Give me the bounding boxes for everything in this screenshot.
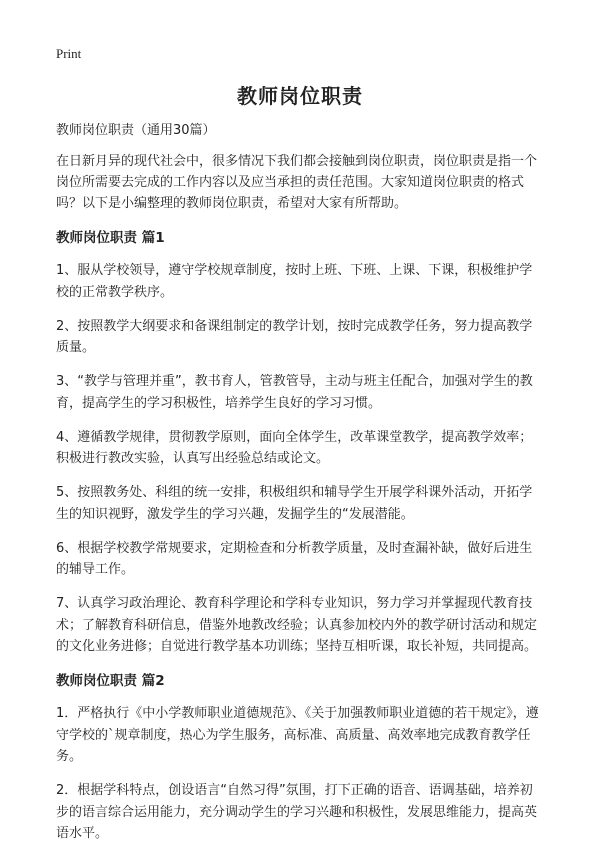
section-1-item-6: 6、根据学校教学常规要求，定期检查和分析教学质量，及时查漏补缺，做好后进生的辅导工作。	[56, 540, 533, 577]
section-1-item-5: 5、按照教务处、科组的统一安排，积极组织和辅导学生开展学科课外活动，开拓学生的知识视野，激发学生的学习兴趣，发掘学生的“发展潜能。	[56, 485, 533, 522]
print-label: Print	[56, 46, 82, 61]
section-heading-2: 教师岗位职责 篇2	[56, 673, 165, 689]
document-subtitle: 教师岗位职责（通用30篇）	[56, 123, 216, 138]
section-1-item-4: 4、遵循教学规律，贯彻教学原则，面向全体学生，改革课堂教学，提高教学效率；积极进行教改实验，认真写出经验总结或论文。	[56, 429, 533, 466]
intro-paragraph: 在日新月异的现代社会中，很多情况下我们都会接触到岗位职责，岗位职责是指一个岗位所需要去完成的工作内容以及应当承担的责任范围。大家知道岗位职责的格式吗？以下是小编整理的教师岗位职责，希望对大家有所帮助。	[56, 154, 538, 211]
section-2-item-2: 2．根据学科特点，创设语言“自然习得”氛围，打下正确的语音、语调基础，培养初步的语言综合运用能力，充分调动学生的学习兴趣和积极性，发展思维能力，提高英语水平。	[56, 783, 538, 841]
section-1-item-1: 1、服从学校领导，遵守学校规章制度，按时上班、下班、上课、下课，积极维护学校的正常教学秩序。	[56, 263, 533, 300]
section-heading-1: 教师岗位职责 篇1	[56, 230, 165, 246]
section-1-item-3: 3、“教学与管理并重”，教书育人，管教管导，主动与班主任配合，加强对学生的教育，提高学生的学习积极性，培养学生良好的学习习惯。	[56, 374, 533, 411]
section-1-item-2: 2、按照教学大纲要求和备课组制定的教学计划，按时完成教学任务，努力提高教学质量。	[56, 318, 533, 355]
section-1-item-7: 7、认真学习政治理论、教育科学理论和学科专业知识，努力学习并掌握现代教育技术；了解教育科研信息，借鉴外地教改经验；认真参加校内外的教学研讨活动和规定的文化业务进修；自觉进行教学基本功训练；坚持互相听课，取长补短，共同提高。	[56, 596, 538, 654]
section-2-item-1: 1．严格执行《中小学教师职业道德规范》、《关于加强教师职业道德的若干规定》，遵守学校的`规章制度，热心为学生服务，高标准、高质量、高效率地完成教育教学任务。	[56, 706, 539, 764]
page-title: 教师岗位职责	[237, 84, 363, 108]
document-body	[56, 121, 544, 857]
